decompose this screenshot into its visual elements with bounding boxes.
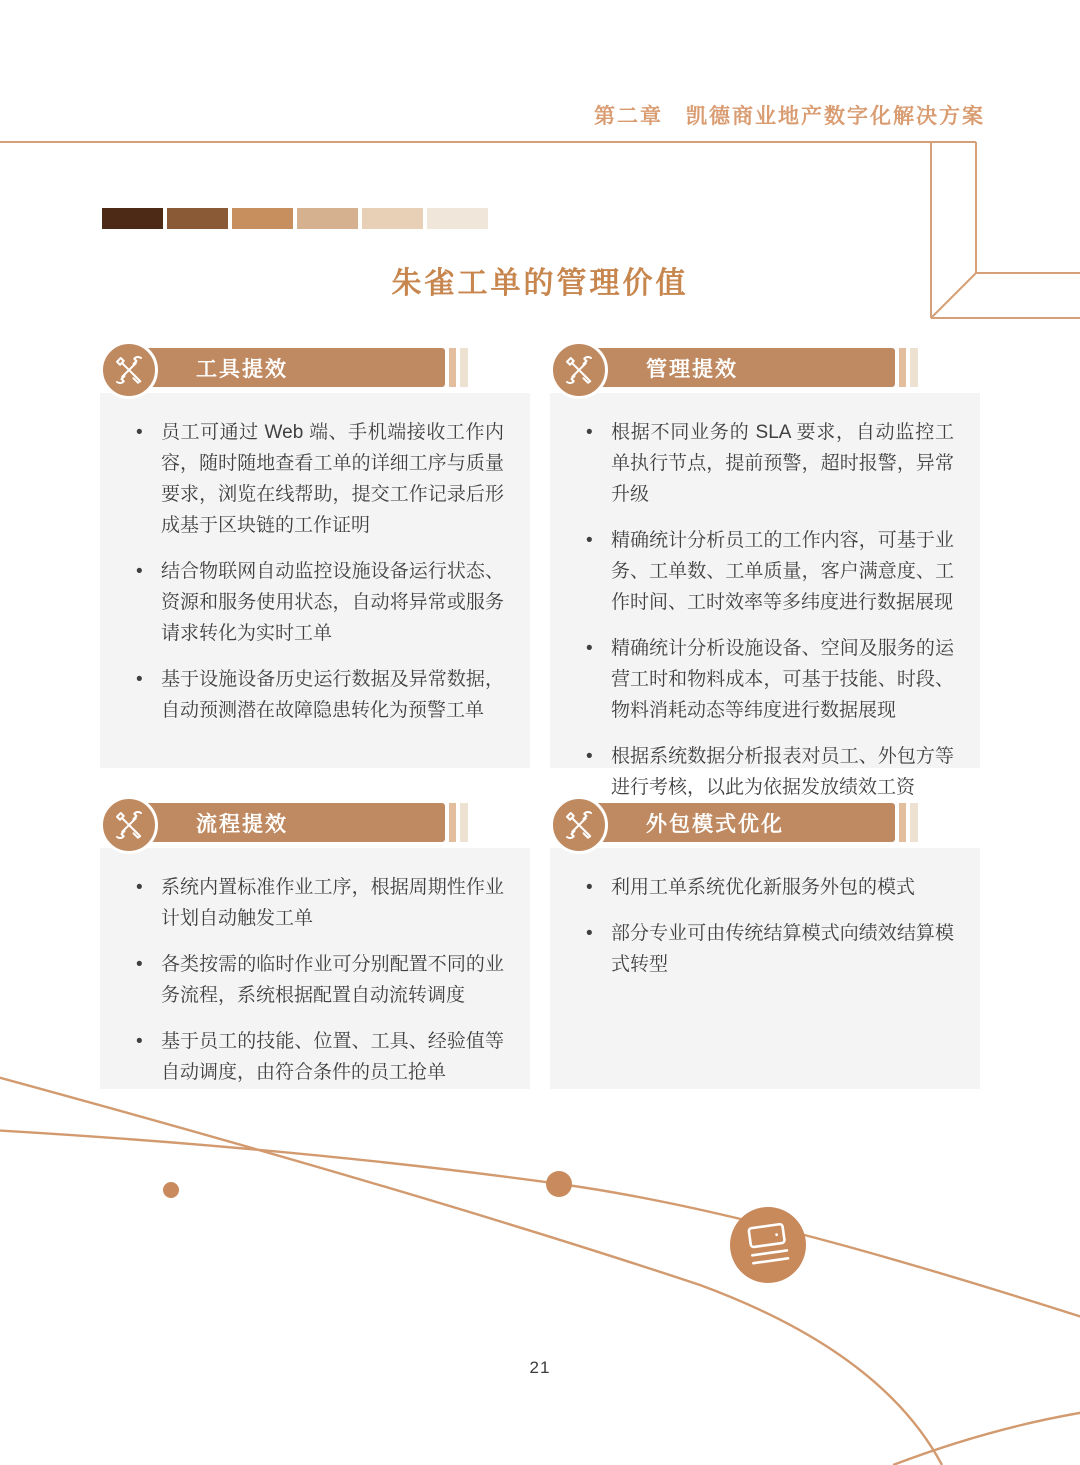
section-body: [100, 393, 530, 768]
crossed-tools-icon: [550, 341, 608, 399]
banner-stripe: [460, 348, 468, 387]
bullet-item: • 部分专业可由传统结算模式向绩效结算模式转型: [584, 918, 954, 980]
section-heading-banner: 管理提效: [586, 348, 895, 387]
banner-stripe: [899, 348, 906, 387]
bullet-item: • 结合物联网自动监控设施设备运行状态、资源和服务使用状态，自动将异常或服务请求转化为实时工单: [134, 556, 504, 649]
banner-stripe: [449, 348, 456, 387]
section-body: [100, 848, 530, 1089]
bullet-list: [134, 872, 504, 1088]
bullet-list: [584, 872, 954, 980]
gradient-swatch: [297, 208, 358, 229]
section-heading-banner: 外包模式优化: [586, 803, 895, 842]
crossed-tools-icon: [550, 796, 608, 854]
gradient-swatch: [427, 208, 488, 229]
crossed-tools-icon: [100, 796, 158, 854]
bullet-item: • 系统内置标准作业工序，根据周期性作业计划自动触发工单: [134, 872, 504, 934]
banner-stripe: [449, 803, 456, 842]
section-header: [100, 796, 530, 845]
medium-dot: [546, 1171, 572, 1197]
bullet-item: • 利用工单系统优化新服务外包的模式: [584, 872, 954, 903]
section-card-outsourcing: [550, 796, 980, 1089]
gradient-swatch: [167, 208, 228, 229]
chapter-header: 第二章 凯德商业地产数字化解决方案: [594, 105, 985, 128]
work-order-card-icon: [730, 1207, 806, 1283]
bullet-list: [134, 417, 504, 726]
section-body: [550, 848, 980, 1089]
bullet-list: [584, 417, 954, 803]
section-card-management: [550, 341, 980, 798]
page-number: 21: [529, 1358, 551, 1377]
bullet-item: • 基于员工的技能、位置、工具、经验值等自动调度，由符合条件的员工抢单: [134, 1026, 504, 1088]
section-card-process: [100, 796, 530, 1089]
gradient-swatch: [102, 208, 163, 229]
banner-stripe: [899, 803, 906, 842]
section-heading-banner: 流程提效: [136, 803, 445, 842]
section-header: [550, 796, 980, 845]
bullet-item: • 各类按需的临时作业可分别配置不同的业务流程，系统根据配置自动流转调度: [134, 949, 504, 1011]
small-dot: [163, 1182, 179, 1198]
section-body: [550, 393, 980, 798]
section-header: [100, 341, 530, 390]
gradient-swatch: [362, 208, 423, 229]
bullet-item: • 员工可通过 Web 端、手机端接收工作内容，随时随地查看工单的详细工序与质量要求，浏览在线帮助，提交工作记录后形成基于区块链的工作证明: [134, 417, 504, 541]
page-title: 朱雀工单的管理价值: [391, 267, 689, 300]
banner-stripe: [910, 803, 918, 842]
banner-stripe: [910, 348, 918, 387]
bullet-item: • 精确统计分析设施设备、空间及服务的运营工时和物料成本，可基于技能、时段、物料消耗动态等纬度进行数据展现: [584, 633, 954, 726]
gradient-color-bar: [102, 208, 488, 229]
bullet-item: • 基于设施设备历史运行数据及异常数据，自动预测潜在故障隐患转化为预警工单: [134, 664, 504, 726]
section-card-tools: [100, 341, 530, 768]
section-header: [550, 341, 980, 390]
section-heading-banner: 工具提效: [136, 348, 445, 387]
gradient-swatch: [232, 208, 293, 229]
banner-stripe: [460, 803, 468, 842]
bullet-item: • 根据不同业务的 SLA 要求，自动监控工单执行节点，提前预警，超时报警，异常升级: [584, 417, 954, 510]
bullet-item: • 精确统计分析员工的工作内容，可基于业务、工单数、工单质量，客户满意度、工作时间、工时效率等多纬度进行数据展现: [584, 525, 954, 618]
bullet-item: • 根据系统数据分析报表对员工、外包方等进行考核，以此为依据发放绩效工资: [584, 741, 954, 803]
crossed-tools-icon: [100, 341, 158, 399]
